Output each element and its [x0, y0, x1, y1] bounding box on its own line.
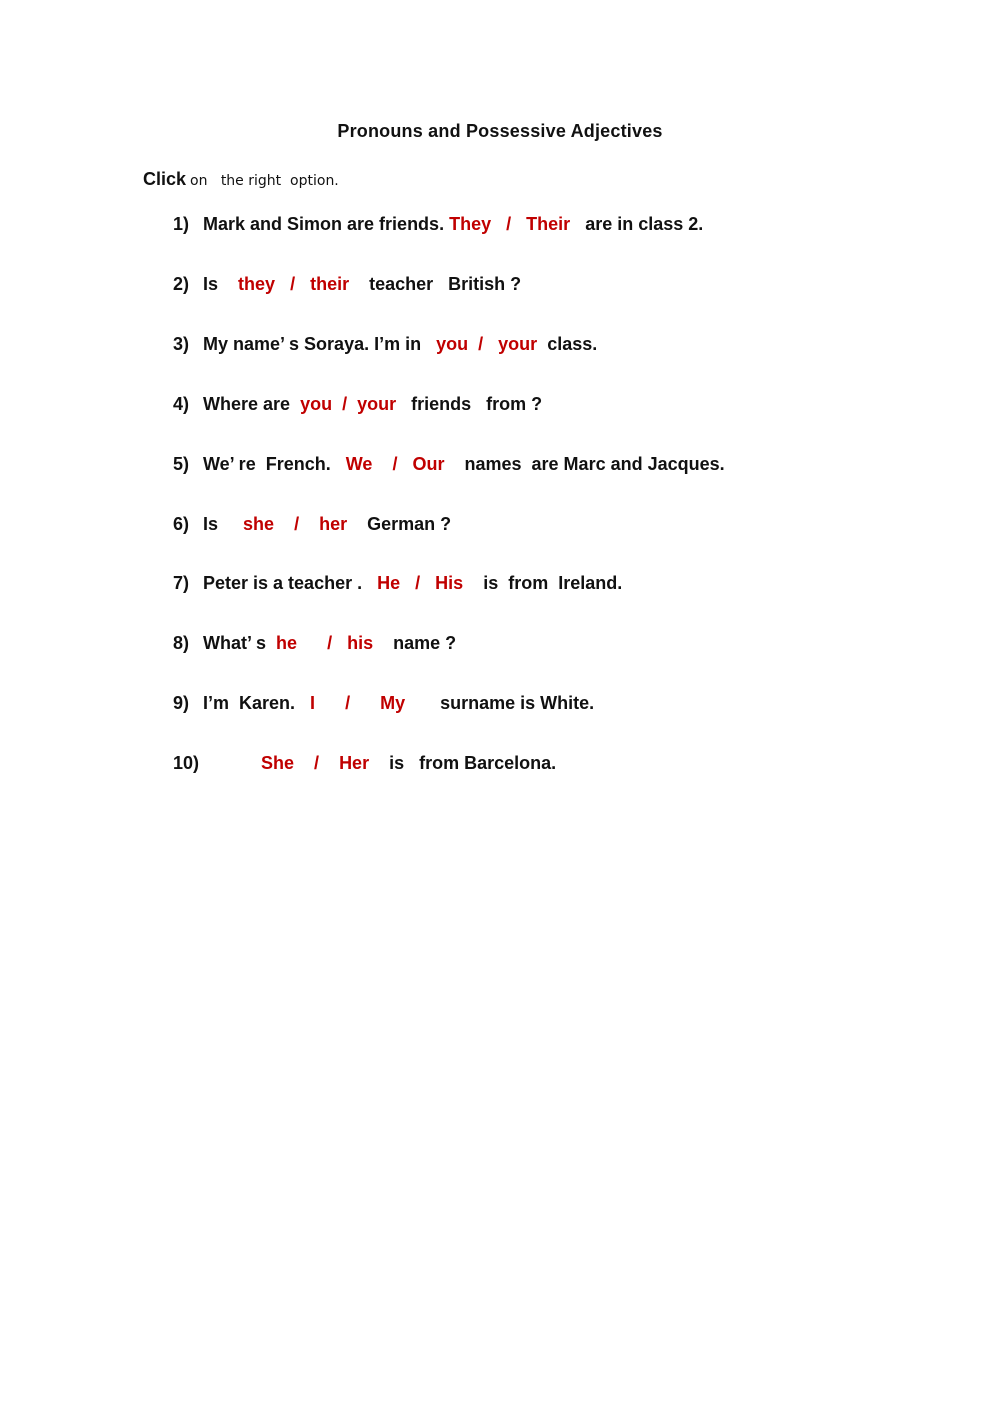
question-text-before: Mark and Simon are friends. — [203, 214, 445, 234]
question-7 — [173, 573, 622, 594]
option-1[interactable]: you — [300, 394, 333, 414]
question-text-before: Peter is a teacher . — [203, 573, 363, 593]
question-text-before: Is — [203, 514, 219, 534]
question-text-after: teacher British ? — [369, 274, 522, 294]
question-4 — [173, 394, 542, 415]
option-2[interactable]: your — [357, 394, 397, 414]
option-separator: / — [342, 394, 348, 414]
question-number: 10) — [173, 753, 200, 773]
question-text-after: name ? — [393, 633, 457, 653]
option-separator: / — [314, 753, 320, 773]
option-separator: / — [345, 693, 351, 713]
option-1[interactable]: She — [261, 753, 295, 773]
question-text-after: surname is White. — [440, 693, 595, 713]
question-text-after: names are Marc and Jacques. — [464, 454, 725, 474]
option-2[interactable]: Our — [412, 454, 445, 474]
question-number: 4) — [173, 394, 190, 414]
option-2[interactable]: His — [435, 573, 464, 593]
question-number: 5) — [173, 454, 190, 474]
option-2[interactable]: Their — [526, 214, 571, 234]
question-number: 3) — [173, 334, 190, 354]
question-text-before: My name’ s Soraya. I’m in — [203, 334, 422, 354]
question-number: 9) — [173, 693, 190, 713]
question-10 — [173, 753, 556, 774]
option-1[interactable]: you — [436, 334, 469, 354]
option-separator: / — [392, 454, 398, 474]
question-text-after: class. — [547, 334, 598, 354]
option-separator: / — [415, 573, 421, 593]
question-text-before: Is — [203, 274, 219, 294]
question-text-after: is from Ireland. — [483, 573, 623, 593]
question-1 — [173, 214, 703, 235]
question-6 — [173, 514, 451, 535]
instructions-text: on the right option. — [190, 173, 339, 189]
question-text-before: What’ s — [203, 633, 267, 653]
question-text-before: I’m Karen. — [203, 693, 296, 713]
question-text-after: friends from ? — [411, 394, 543, 414]
option-1[interactable]: We — [345, 454, 373, 474]
question-text-after: German ? — [367, 514, 452, 534]
option-1[interactable]: I — [310, 693, 316, 713]
question-9 — [173, 693, 594, 714]
option-2[interactable]: your — [498, 334, 538, 354]
option-separator: / — [478, 334, 484, 354]
question-number: 2) — [173, 274, 190, 294]
option-2[interactable]: his — [347, 633, 374, 653]
option-1[interactable]: They — [449, 214, 492, 234]
option-separator: / — [294, 514, 300, 534]
instructions-click: Click — [143, 169, 187, 189]
question-2 — [173, 274, 521, 295]
option-2[interactable]: their — [310, 274, 350, 294]
question-8 — [173, 633, 456, 654]
question-number: 7) — [173, 573, 190, 593]
question-number: 8) — [173, 633, 190, 653]
option-2[interactable]: her — [319, 514, 348, 534]
instructions — [143, 169, 339, 190]
option-1[interactable]: He — [377, 573, 401, 593]
option-separator: / — [327, 633, 333, 653]
option-2[interactable]: Her — [339, 753, 370, 773]
question-5 — [173, 454, 725, 475]
question-number: 6) — [173, 514, 190, 534]
question-text-before: We’ re French. — [203, 454, 331, 474]
question-number: 1) — [173, 214, 190, 234]
question-text-after: is from Barcelona. — [389, 753, 557, 773]
option-separator: / — [290, 274, 296, 294]
option-1[interactable]: he — [276, 633, 298, 653]
question-text-before: Where are — [203, 394, 291, 414]
option-1[interactable]: she — [243, 514, 275, 534]
worksheet-title: Pronouns and Possessive Adjectives — [337, 121, 663, 141]
question-3 — [173, 334, 597, 355]
option-2[interactable]: My — [380, 693, 406, 713]
option-separator: / — [506, 214, 512, 234]
option-1[interactable]: they — [238, 274, 276, 294]
question-text-after: are in class 2. — [585, 214, 704, 234]
